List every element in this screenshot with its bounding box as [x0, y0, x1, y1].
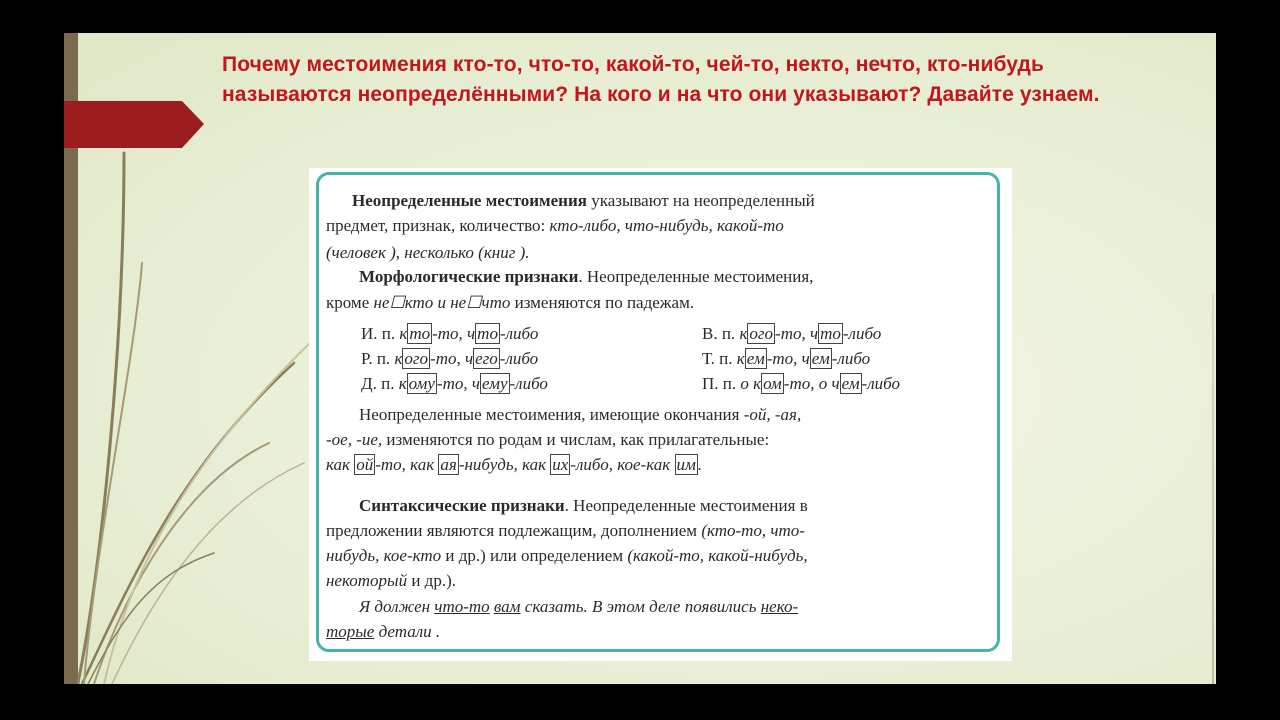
example-text: Я должен — [359, 597, 435, 616]
right-edge-line — [1212, 293, 1214, 684]
gender-ex-text: -то, как — [375, 455, 439, 474]
syntax-examples-1: (кто-то, что- — [701, 521, 805, 540]
syntax-line-2 — [326, 520, 805, 542]
intro-examples: кто-либо, что-нибудь, какой-то — [545, 216, 784, 235]
case-ending-box: ого — [749, 324, 774, 343]
case-row-left-2 — [361, 348, 538, 370]
morph-exception-2: не☐что — [450, 293, 511, 312]
gender-ending-box: им — [676, 455, 696, 474]
case-ending-box: то — [820, 324, 841, 343]
case-mid: -то, ч — [436, 374, 480, 393]
intro-term: Неопределенные местоимения — [352, 191, 587, 210]
example-subject: что-то — [434, 597, 490, 616]
example-sentence-line-1 — [359, 596, 798, 618]
gender-ending-box: ой — [356, 455, 374, 474]
case-ending-box: ем — [746, 349, 765, 368]
case-label: И. п. — [361, 324, 396, 343]
syntax-line-4-text: и др.). — [407, 571, 456, 590]
case-post: -либо — [831, 349, 871, 368]
case-post: -либо — [499, 349, 539, 368]
case-mid: -то, о ч — [783, 374, 840, 393]
gender-endings-2: -ое, -ие, — [326, 430, 383, 449]
case-row-right-1 — [702, 323, 881, 345]
case-label: П. п. — [702, 374, 737, 393]
gender-line-2 — [326, 429, 769, 451]
slide-title: Почему местоимения кто-то, что-то, какой-то, чей-то, некто, нечто, кто-нибудь называются неопределёнными? На кого и на что они указывают? Давайте узнаем. — [222, 53, 1100, 106]
intro-line-2-text: предмет, признак, количество: — [326, 216, 546, 235]
syntax-examples-3: (какой-то, какой-нибудь, — [627, 546, 808, 565]
title-arrow-tab — [64, 101, 204, 148]
case-label: Т. п. — [702, 349, 733, 368]
morph-text-a: кроме — [326, 293, 374, 312]
gender-endings-1: -ой, -ая, — [739, 405, 802, 424]
case-post: -либо — [842, 324, 882, 343]
morph-line-2 — [326, 292, 694, 314]
gender-line-1 — [359, 404, 801, 426]
case-ending-box: то — [409, 324, 431, 343]
example-attribute: торые — [326, 622, 375, 641]
syntax-line-4 — [326, 570, 456, 592]
case-mid: -то, ч — [430, 349, 474, 368]
case-post: -либо — [861, 374, 900, 393]
textbook-excerpt — [309, 168, 1012, 661]
intro-line-2 — [326, 215, 784, 237]
gender-ex-text: как — [326, 455, 355, 474]
case-ending-box: ого — [404, 349, 429, 368]
intro-line-1-rest: указывают на неопределенный — [586, 191, 815, 210]
gender-ex-text: . — [697, 455, 703, 474]
syntax-line-3-text: и др.) или определением — [441, 546, 628, 565]
syntax-examples-4: некоторый — [326, 571, 408, 590]
case-ending-box: ом — [763, 374, 782, 393]
case-row-right-2 — [702, 348, 870, 370]
morph-line-1-rest: . Неопределенные местоимения, — [578, 267, 814, 286]
gender-ending-box: ая — [440, 455, 457, 474]
case-mid: -то, ч — [432, 324, 476, 343]
case-ending-box: его — [475, 349, 498, 368]
syntax-line-3 — [326, 545, 808, 567]
example-sentence-line-2 — [326, 621, 440, 643]
gender-line-1-text: Неопределенные местоимения, имеющие окончания — [359, 405, 740, 424]
case-ending-box: то — [477, 324, 498, 343]
gender-ex-text: -нибудь, как — [458, 455, 551, 474]
slide — [64, 33, 1216, 684]
intro-line-3: (человек ), несколько (книг ). — [326, 243, 530, 262]
case-ending-box: ем — [841, 374, 860, 393]
case-post: -либо — [499, 324, 539, 343]
syntax-examples-2: нибудь, кое-кто — [326, 546, 442, 565]
case-label: Р. п. — [361, 349, 391, 368]
case-pre: к — [398, 374, 407, 393]
gender-line-2-text: изменяются по родам и числам, как прилагательные: — [382, 430, 770, 449]
syntax-line-1-rest: . Неопределенные местоимения в — [564, 496, 808, 515]
syntax-line-1 — [359, 495, 808, 517]
example-attribute: неко- — [760, 597, 799, 616]
case-ending-box: ем — [811, 349, 830, 368]
case-label: Д. п. — [361, 374, 395, 393]
syntax-heading: Синтаксические признаки — [359, 496, 565, 515]
case-pre: к — [394, 349, 403, 368]
case-ending-box: ему — [481, 374, 508, 393]
case-row-left-3 — [361, 373, 548, 395]
case-post: -либо — [509, 374, 548, 393]
syntax-line-2-text: предложении являются подлежащим, дополнением — [326, 521, 702, 540]
morph-text-e: изменяются по падежам. — [510, 293, 695, 312]
case-row-left-1 — [361, 323, 538, 345]
gender-ending-box: их — [552, 455, 569, 474]
gender-ex-text: -либо, кое-как — [570, 455, 675, 474]
case-pre: о к — [740, 374, 762, 393]
case-row-right-3 — [702, 373, 900, 395]
case-label: В. п. — [702, 324, 736, 343]
intro-line-1 — [352, 190, 815, 212]
example-object: вам — [493, 597, 521, 616]
case-pre: к — [736, 349, 745, 368]
morph-heading: Морфологические признаки — [359, 267, 579, 286]
morph-line-1 — [359, 266, 813, 288]
case-pre: к — [739, 324, 748, 343]
example-text: сказать. В этом деле появились — [520, 597, 761, 616]
example-text: детали . — [374, 622, 441, 641]
case-mid: -то, ч — [766, 349, 810, 368]
case-pre: к — [399, 324, 408, 343]
morph-exception-1: не☐кто — [373, 293, 434, 312]
case-mid: -то, ч — [775, 324, 819, 343]
morph-text-c: и — [433, 293, 451, 312]
case-ending-box: ому — [408, 374, 435, 393]
gender-line-3 — [326, 454, 702, 476]
